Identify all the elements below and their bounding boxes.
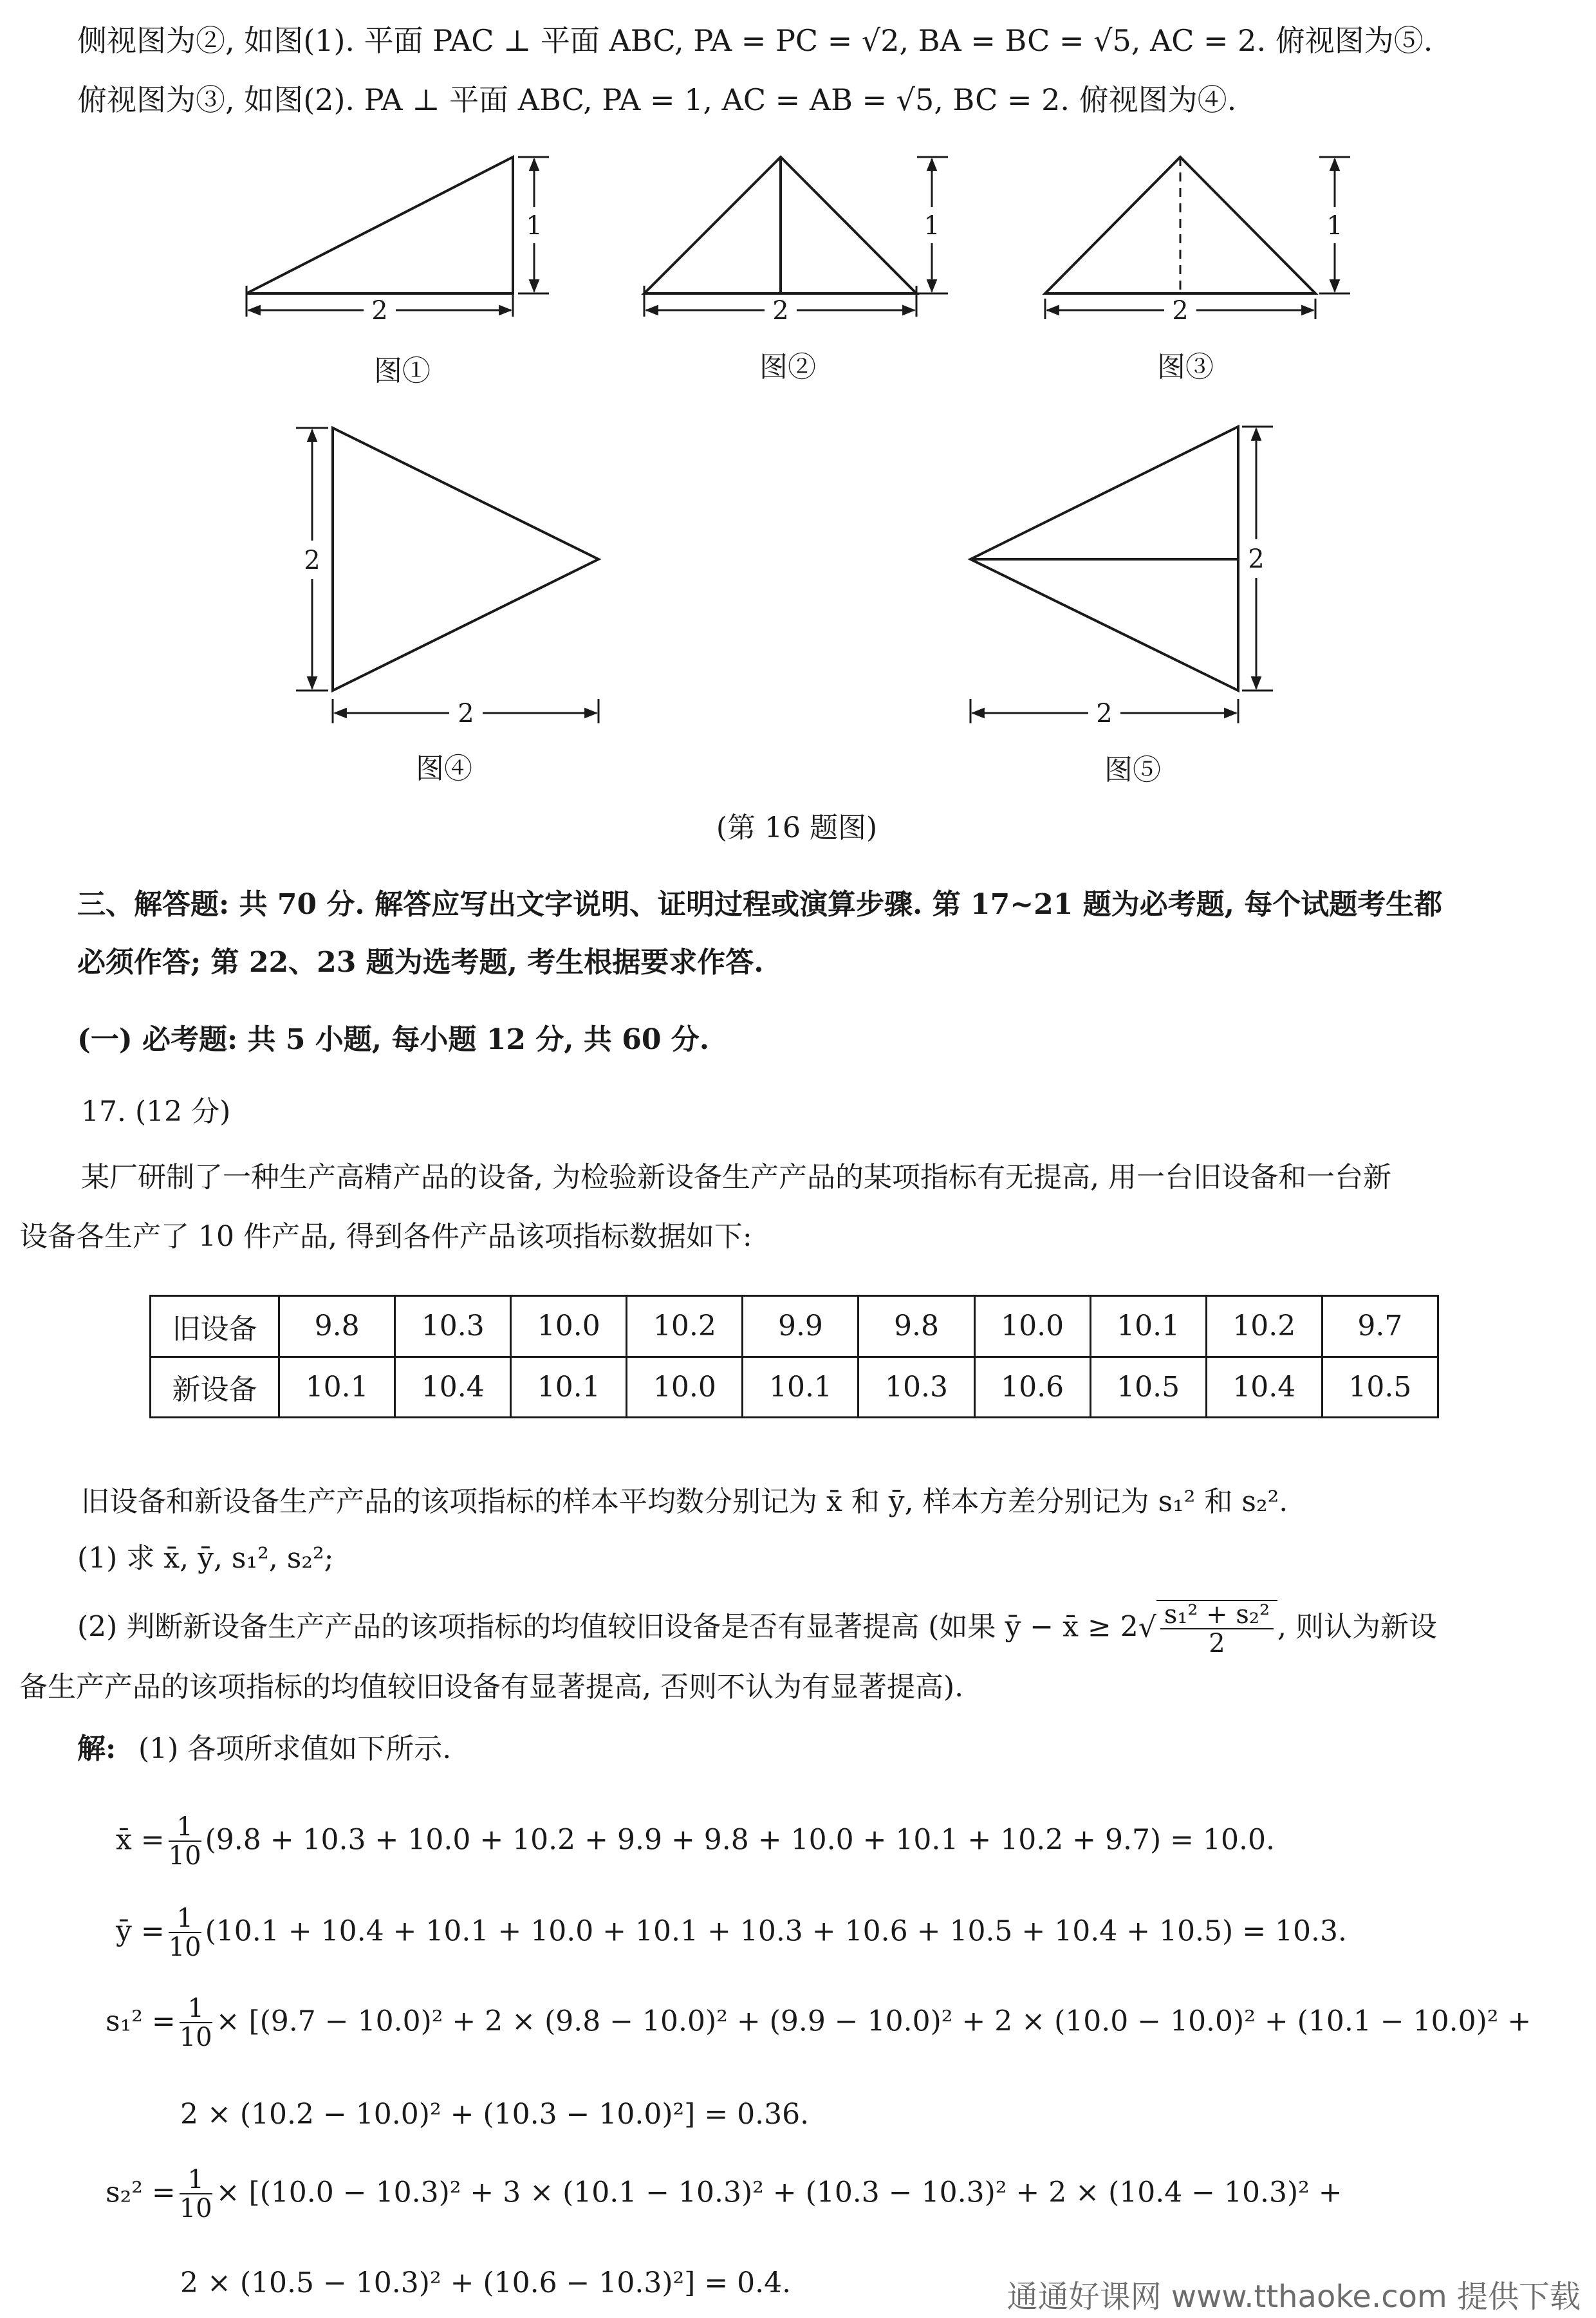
figure-group-caption: (第 16 题图) (716, 811, 878, 844)
figure-3-caption: 图③ (1157, 351, 1214, 384)
solution-label: 解: (77, 1732, 116, 1765)
fig5-height-label: 2 (1248, 544, 1265, 574)
section-title-line-1: 三、解答题: 共 70 分. 解答应写出文字说明、证明过程或演算步骤. 第 17~21 题为必考题, 每个试题考生都 (77, 888, 1443, 921)
fig2-width-label: 2 (772, 296, 789, 326)
figure-5-caption: 图⑤ (1104, 754, 1161, 786)
question-2-text-b: , 则认为新设 (1277, 1610, 1437, 1644)
watermark: 通通好课网 www.tthaoke.com 提供下载 (1007, 2279, 1581, 2315)
fraction-denominator: 10 (168, 1841, 201, 1871)
fig1-height-label: 1 (526, 211, 543, 241)
figure-4-triangle (333, 428, 598, 691)
fig5-width-label: 2 (1096, 699, 1113, 728)
fig1-width-label: 2 (371, 296, 388, 326)
xbar-rhs: (9.8 + 10.3 + 10.0 + 10.2 + 9.9 + 9.8 + 10.0 + 10.1 + 10.2 + 9.7) = 10.0. (205, 1823, 1275, 1857)
table-cell: 10.5 (1322, 1357, 1438, 1418)
xbar-lhs: x̄ = (116, 1823, 165, 1857)
table-cell: 10.2 (627, 1296, 743, 1357)
intro-line-2: 俯视图为③, 如图(2). PA ⊥ 平面 ABC, PA = 1, AC = AB = √5, BC = 2. 俯视图为④. (77, 82, 1237, 117)
fig2-height-label: 1 (923, 211, 940, 241)
sqrt-expression: √ $\frac{\text{s₁² + s₂²}}{2}$ (1138, 1600, 1277, 1658)
fig4-height-label: 2 (304, 546, 320, 575)
sqrt-numerator: s₁² + s₂² (1160, 1601, 1274, 1629)
fraction-numerator: 1 (180, 1995, 212, 2023)
table-cell: 10.1 (1090, 1296, 1206, 1357)
fig3-height-label: 1 (1326, 211, 1343, 241)
ybar-lhs: ȳ = (116, 1915, 165, 1948)
table-cell: 10.3 (858, 1357, 974, 1418)
table-cell: 9.8 (279, 1296, 395, 1357)
table-cell: 10.0 (974, 1296, 1090, 1357)
required-questions-heading: (一) 必考题: 共 5 小题, 每小题 12 分, 共 60 分. (77, 1023, 710, 1056)
data-table (149, 1295, 1439, 1418)
s1-lhs: s₁² = (106, 2005, 176, 2038)
s2-rhs-1: × [(10.0 − 10.3)² + 3 × (10.1 − 10.3)² + (10.3 − 10.3)² + 2 × (10.4 − 10.3)² + (216, 2176, 1342, 2209)
figure-4-caption: 图④ (416, 752, 472, 785)
ybar-rhs: (10.1 + 10.4 + 10.1 + 10.0 + 10.1 + 10.3 + 10.6 + 10.5 + 10.4 + 10.5) = 10.3. (205, 1915, 1347, 1948)
problem-text-line-3: 旧设备和新设备生产产品的该项指标的样本平均数分别记为 x̄ 和 ȳ, 样本方差分别记为 s₁² 和 s₂². (81, 1485, 1288, 1518)
table-row-new (151, 1357, 1438, 1418)
s2-lhs: s₂² = (106, 2176, 176, 2209)
table-cell: 10.3 (395, 1296, 511, 1357)
table-cell: 10.2 (1206, 1296, 1322, 1357)
fraction-numerator: 1 (169, 1905, 201, 1933)
fraction-numerator: 1 (169, 1813, 201, 1842)
s1-rhs-1: × [(9.7 − 10.0)² + 2 × (9.8 − 10.0)² + (9.9 − 10.0)² + 2 × (10.0 − 10.0)² + (10.1 − 10.0)² + (216, 2005, 1532, 2038)
row-label-new: 新设备 (151, 1357, 279, 1418)
problem-text-line-2: 设备各生产了 10 件产品, 得到各件产品该项指标数据如下: (19, 1220, 752, 1253)
table-cell: 10.1 (279, 1357, 395, 1418)
table-cell: 10.6 (974, 1357, 1090, 1418)
question-2-text-a: (2) 判断新设备生产产品的该项指标的均值较旧设备是否有显著提高 (如果 ȳ − x̄ ≥ 2 (77, 1610, 1138, 1644)
s2-equation-line-2: 2 × (10.5 − 10.3)² + (10.6 − 10.3)²] = 0.4. (180, 2267, 792, 2299)
table-cell: 10.0 (511, 1296, 627, 1357)
table-cell: 10.4 (1206, 1357, 1322, 1418)
s1-equation-line-2: 2 × (10.2 − 10.0)² + (10.3 − 10.0)²] = 0.36. (180, 2098, 810, 2131)
table-cell: 10.1 (511, 1357, 627, 1418)
fig3-width-label: 2 (1172, 296, 1189, 326)
sqrt-denominator: 2 (1209, 1629, 1225, 1658)
intro-line-1: 侧视图为②, 如图(1). 平面 PAC ⊥ 平面 ABC, PA = PC = √2, BA = BC = √5, AC = 2. 俯视图为⑤. (77, 23, 1433, 58)
fraction-denominator: 10 (179, 2194, 212, 2223)
solution-intro: (1) 各项所求值如下所示. (138, 1732, 452, 1765)
table-cell: 9.9 (743, 1296, 858, 1357)
question-2-line-2: 备生产产品的该项指标的均值较旧设备有显著提高, 否则不认为有显著提高). (19, 1671, 964, 1703)
table-cell: 10.1 (743, 1357, 858, 1418)
problem-text-line-1: 某厂研制了一种生产高精产品的设备, 为检验新设备生产产品的某项指标有无提高, 用一台旧设备和一台新 (81, 1161, 1391, 1194)
three-view-figures (0, 0, 1596, 772)
table-cell: 10.5 (1090, 1357, 1206, 1418)
s2-equation-line-1 (106, 2166, 1342, 2223)
figure-1-right-triangle (246, 157, 513, 293)
row-label-old: 旧设备 (151, 1296, 279, 1357)
s1-equation-line-1 (106, 1995, 1531, 2052)
problem-number: 17. (12 分) (81, 1095, 231, 1128)
table-cell: 9.8 (858, 1296, 974, 1357)
table-cell: 10.4 (395, 1357, 511, 1418)
table-cell: 10.0 (627, 1357, 743, 1418)
figure-1-caption: 图① (374, 355, 431, 387)
fraction-denominator: 10 (168, 1933, 201, 1962)
section-title-line-2: 必须作答; 第 22、23 题为选考题, 考生根据要求作答. (77, 946, 764, 979)
fraction-numerator: 1 (180, 2166, 212, 2194)
question-2-line-1 (77, 1600, 1437, 1658)
xbar-equation (116, 1813, 1275, 1870)
fraction-denominator: 10 (179, 2023, 212, 2052)
question-1: (1) 求 x̄, ȳ, s₁², s₂²; (77, 1542, 334, 1575)
ybar-equation (116, 1905, 1347, 1961)
fig4-width-label: 2 (458, 699, 474, 728)
figure-2-caption: 图② (759, 351, 816, 384)
table-cell: 9.7 (1322, 1296, 1438, 1357)
table-row-old (151, 1296, 1438, 1357)
